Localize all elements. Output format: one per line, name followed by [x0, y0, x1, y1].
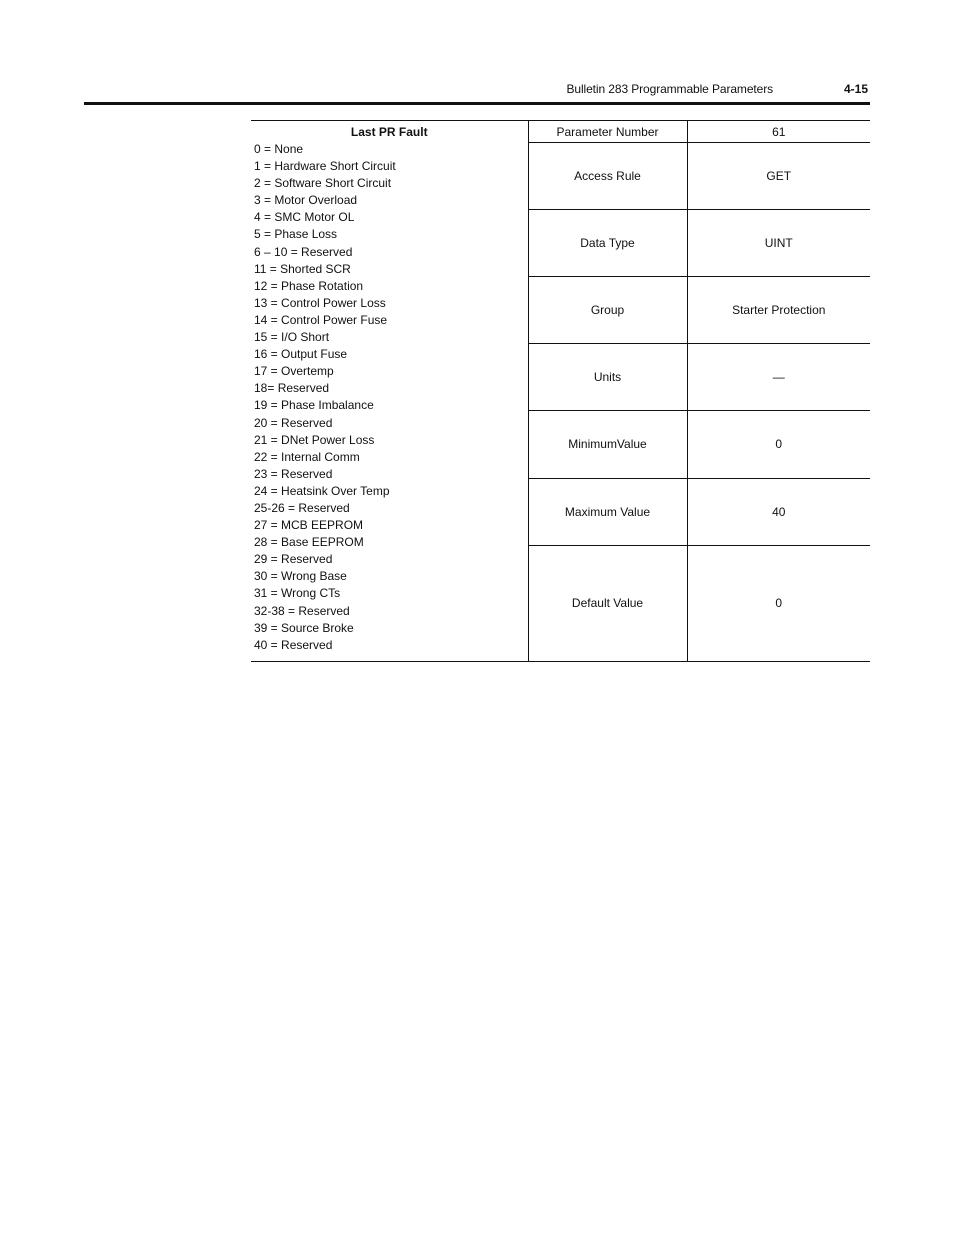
list-item: 16 = Output Fuse [254, 347, 348, 362]
parameter-table [251, 120, 870, 662]
list-item: 21 = DNet Power Loss [254, 432, 375, 447]
list-item: 4 = SMC Motor OL [254, 210, 355, 225]
list-item: 22 = Internal Comm [254, 449, 360, 464]
list-item: 14 = Control Power Fuse [254, 312, 388, 327]
list-item: 27 = MCB EEPROM [254, 518, 364, 533]
list-item: 23 = Reserved [254, 466, 333, 481]
list-item: 2 = Software Short Circuit [254, 176, 392, 191]
table-row [251, 121, 870, 143]
attribute-value-parameter-number: 61 [687, 121, 870, 143]
list-item: 0 = None [254, 142, 304, 156]
list-item: 30 = Wrong Base [254, 569, 347, 584]
list-item: 13 = Control Power Loss [254, 295, 386, 310]
parameter-description [251, 121, 528, 662]
list-item: 20 = Reserved [254, 415, 333, 430]
attribute-value-default-value: 0 [687, 545, 870, 661]
list-item: 1 = Hardware Short Circuit [254, 159, 396, 174]
parameter-name: Last PR Fault [350, 125, 428, 139]
list-item: 11 = Shorted SCR [254, 261, 351, 276]
list-item: 28 = Base EEPROM [254, 535, 364, 550]
list-item: 29 = Reserved [254, 552, 333, 567]
attribute-value-maximum-value: 40 [687, 478, 870, 545]
attribute-value-data-type: UINT [687, 210, 870, 277]
attribute-value-minimum-value: 0 [687, 411, 870, 478]
list-item: 3 = Motor Overload [254, 193, 358, 208]
attribute-label-data-type: Data Type [528, 210, 687, 277]
list-item: 6 – 10 = Reserved [254, 244, 353, 259]
list-item: 18= Reserved [254, 381, 330, 396]
attribute-label-maximum-value: Maximum Value [528, 478, 687, 545]
header-rule [84, 102, 870, 105]
list-item: 39 = Source Broke [254, 620, 354, 635]
list-item: 12 = Phase Rotation [254, 278, 364, 293]
page-header [0, 80, 954, 98]
header-title: Bulletin 283 Programmable Parameters [566, 82, 773, 96]
list-item: 15 = I/O Short [254, 330, 330, 345]
attribute-label-access-rule: Access Rule [528, 143, 687, 210]
list-item: 40 = Reserved [254, 637, 333, 652]
parameter-value-list [254, 141, 528, 654]
attribute-label-parameter-number: Parameter Number [528, 121, 687, 143]
list-item: 17 = Overtemp [254, 364, 334, 379]
attribute-value-group: Starter Protection [687, 277, 870, 344]
attribute-label-group: Group [528, 277, 687, 344]
list-item: 5 = Phase Loss [254, 227, 338, 242]
attribute-value-access-rule: GET [687, 143, 870, 210]
attribute-label-default-value: Default Value [528, 545, 687, 661]
page-number: 4-15 [843, 82, 868, 96]
attribute-label-units: Units [528, 344, 687, 411]
list-item: 25-26 = Reserved [254, 500, 350, 515]
list-item: 31 = Wrong CTs [254, 586, 341, 601]
list-item: 24 = Heatsink Over Temp [254, 483, 390, 498]
attribute-value-units: — [687, 344, 870, 411]
list-item: 32-38 = Reserved [254, 603, 350, 618]
list-item: 19 = Phase Imbalance [254, 398, 374, 413]
attribute-label-minimum-value: MinimumValue [528, 411, 687, 478]
